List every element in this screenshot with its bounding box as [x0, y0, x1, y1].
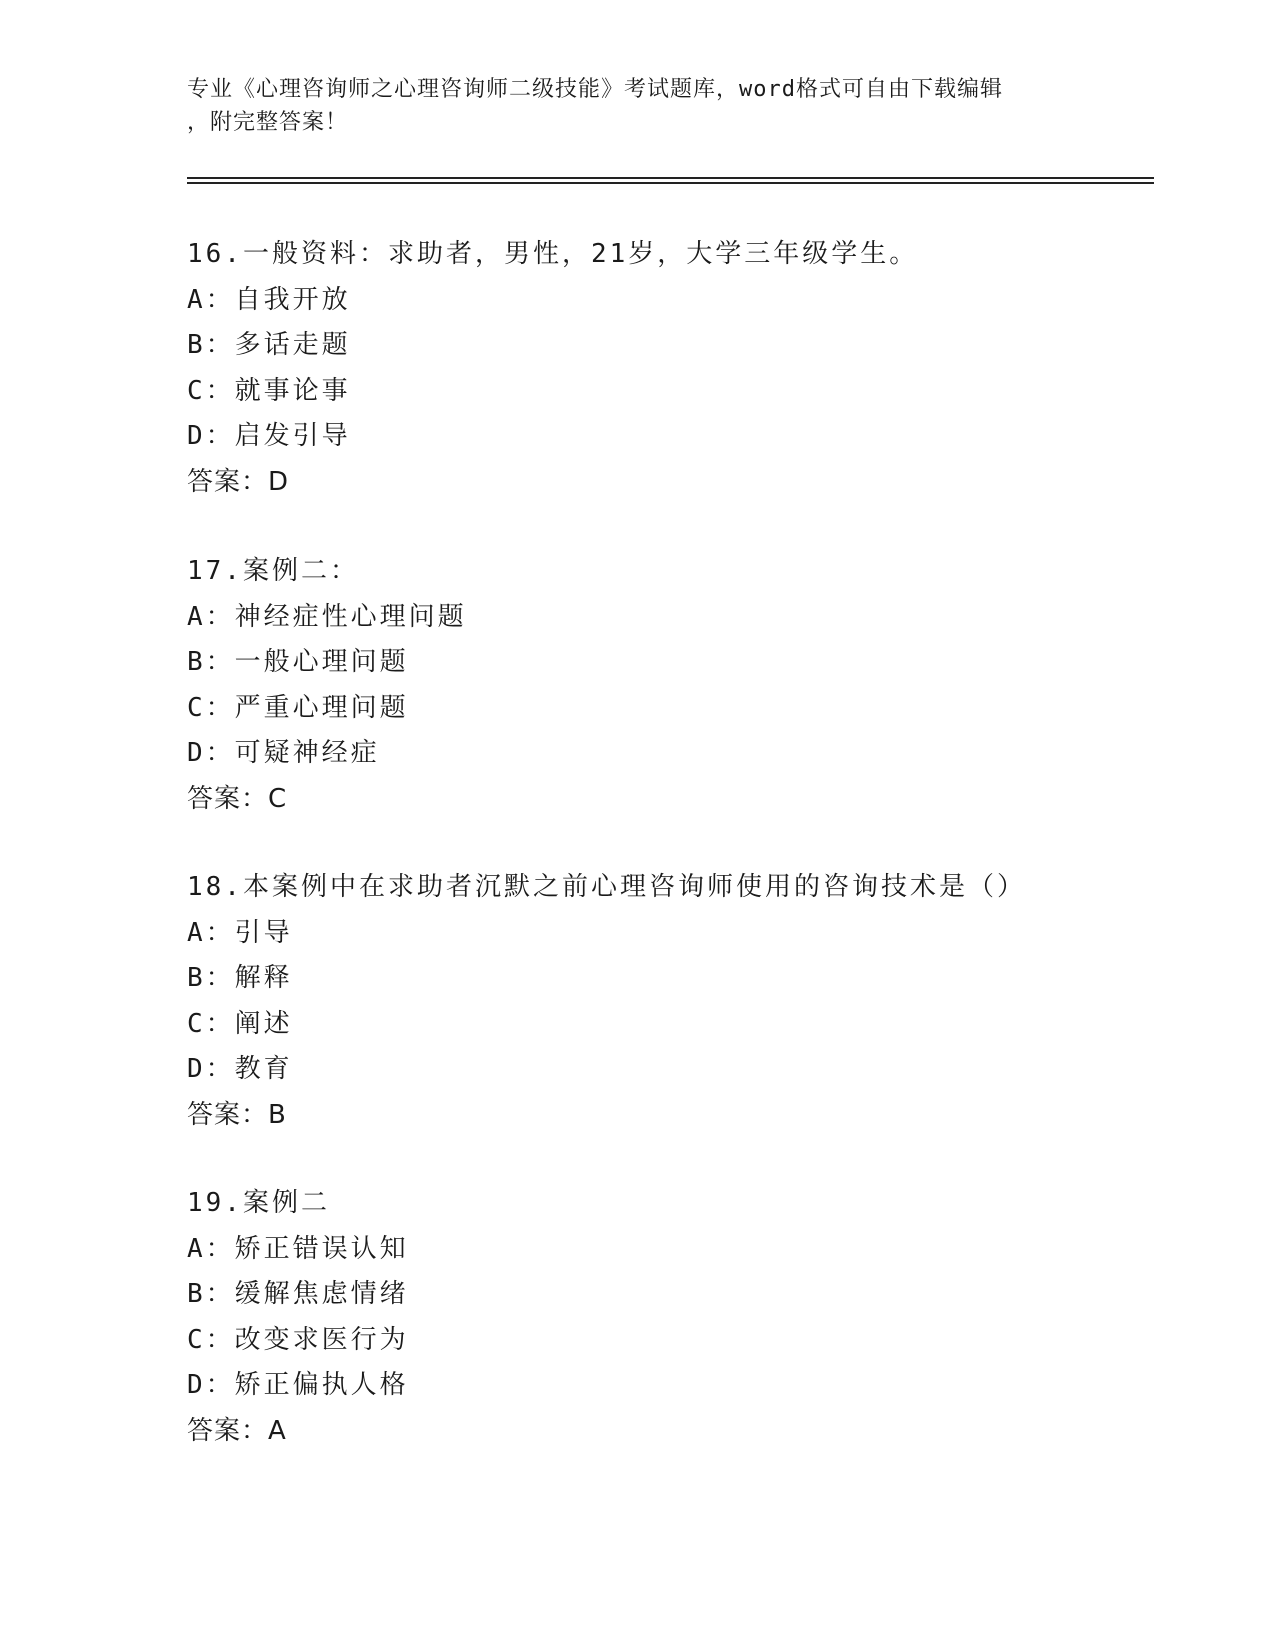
option-b: B：一般心理问题: [187, 647, 409, 677]
option-c: C：改变求医行为: [187, 1324, 409, 1355]
option-b: B：缓解焦虑情绪: [187, 1279, 409, 1309]
option-b: B：多话走题: [187, 330, 351, 360]
option-d: D：可疑神经症: [187, 738, 380, 768]
option-b: B：解释: [187, 963, 293, 993]
question-stem: 17.案例二：: [187, 556, 359, 586]
option-d: D：启发引导: [187, 421, 351, 451]
question-stem: 19.案例二: [187, 1188, 330, 1218]
document-header: [187, 73, 1087, 139]
question-stem: 16.一般资料：求助者，男性，21岁，大学三年级学生。: [187, 239, 919, 269]
answer-line: [187, 777, 1137, 823]
answer-value: A: [268, 1415, 287, 1446]
answer-label: 答案：: [187, 1415, 269, 1446]
option-a: A：自我开放: [187, 284, 351, 315]
answer-value: D: [268, 466, 290, 497]
option-d: D：教育: [187, 1054, 293, 1084]
question-19: [187, 1181, 1137, 1454]
answer-label: 答案：: [187, 783, 269, 814]
option-c: C：严重心理问题: [187, 692, 409, 723]
header-divider-top: [187, 177, 1154, 179]
option-c: C：就事论事: [187, 375, 351, 406]
answer-value: C: [268, 783, 288, 814]
option-a: A：引导: [187, 917, 293, 948]
question-18: [187, 865, 1137, 1138]
option-a: A：矫正错误认知: [187, 1233, 409, 1264]
answer-line: [187, 1093, 1137, 1139]
answer-line: [187, 460, 1137, 506]
header-divider-bottom: [187, 182, 1154, 184]
question-17: [187, 549, 1137, 822]
answer-value: B: [268, 1099, 287, 1130]
header-line-1: 专业《心理咨询师之心理咨询师二级技能》考试题库，word格式可自由下载编辑: [187, 77, 1003, 102]
option-a: A：神经症性心理问题: [187, 601, 467, 632]
option-c: C：阐述: [187, 1008, 293, 1039]
answer-label: 答案：: [187, 466, 269, 497]
answer-label: 答案：: [187, 1099, 269, 1130]
question-stem: 18.本案例中在求助者沉默之前心理咨询师使用的咨询技术是（）: [187, 872, 1026, 902]
question-16: [187, 232, 1137, 505]
answer-line: [187, 1409, 1137, 1455]
option-d: D：矫正偏执人格: [187, 1370, 409, 1400]
header-line-2: ，附完整答案！: [187, 110, 349, 135]
